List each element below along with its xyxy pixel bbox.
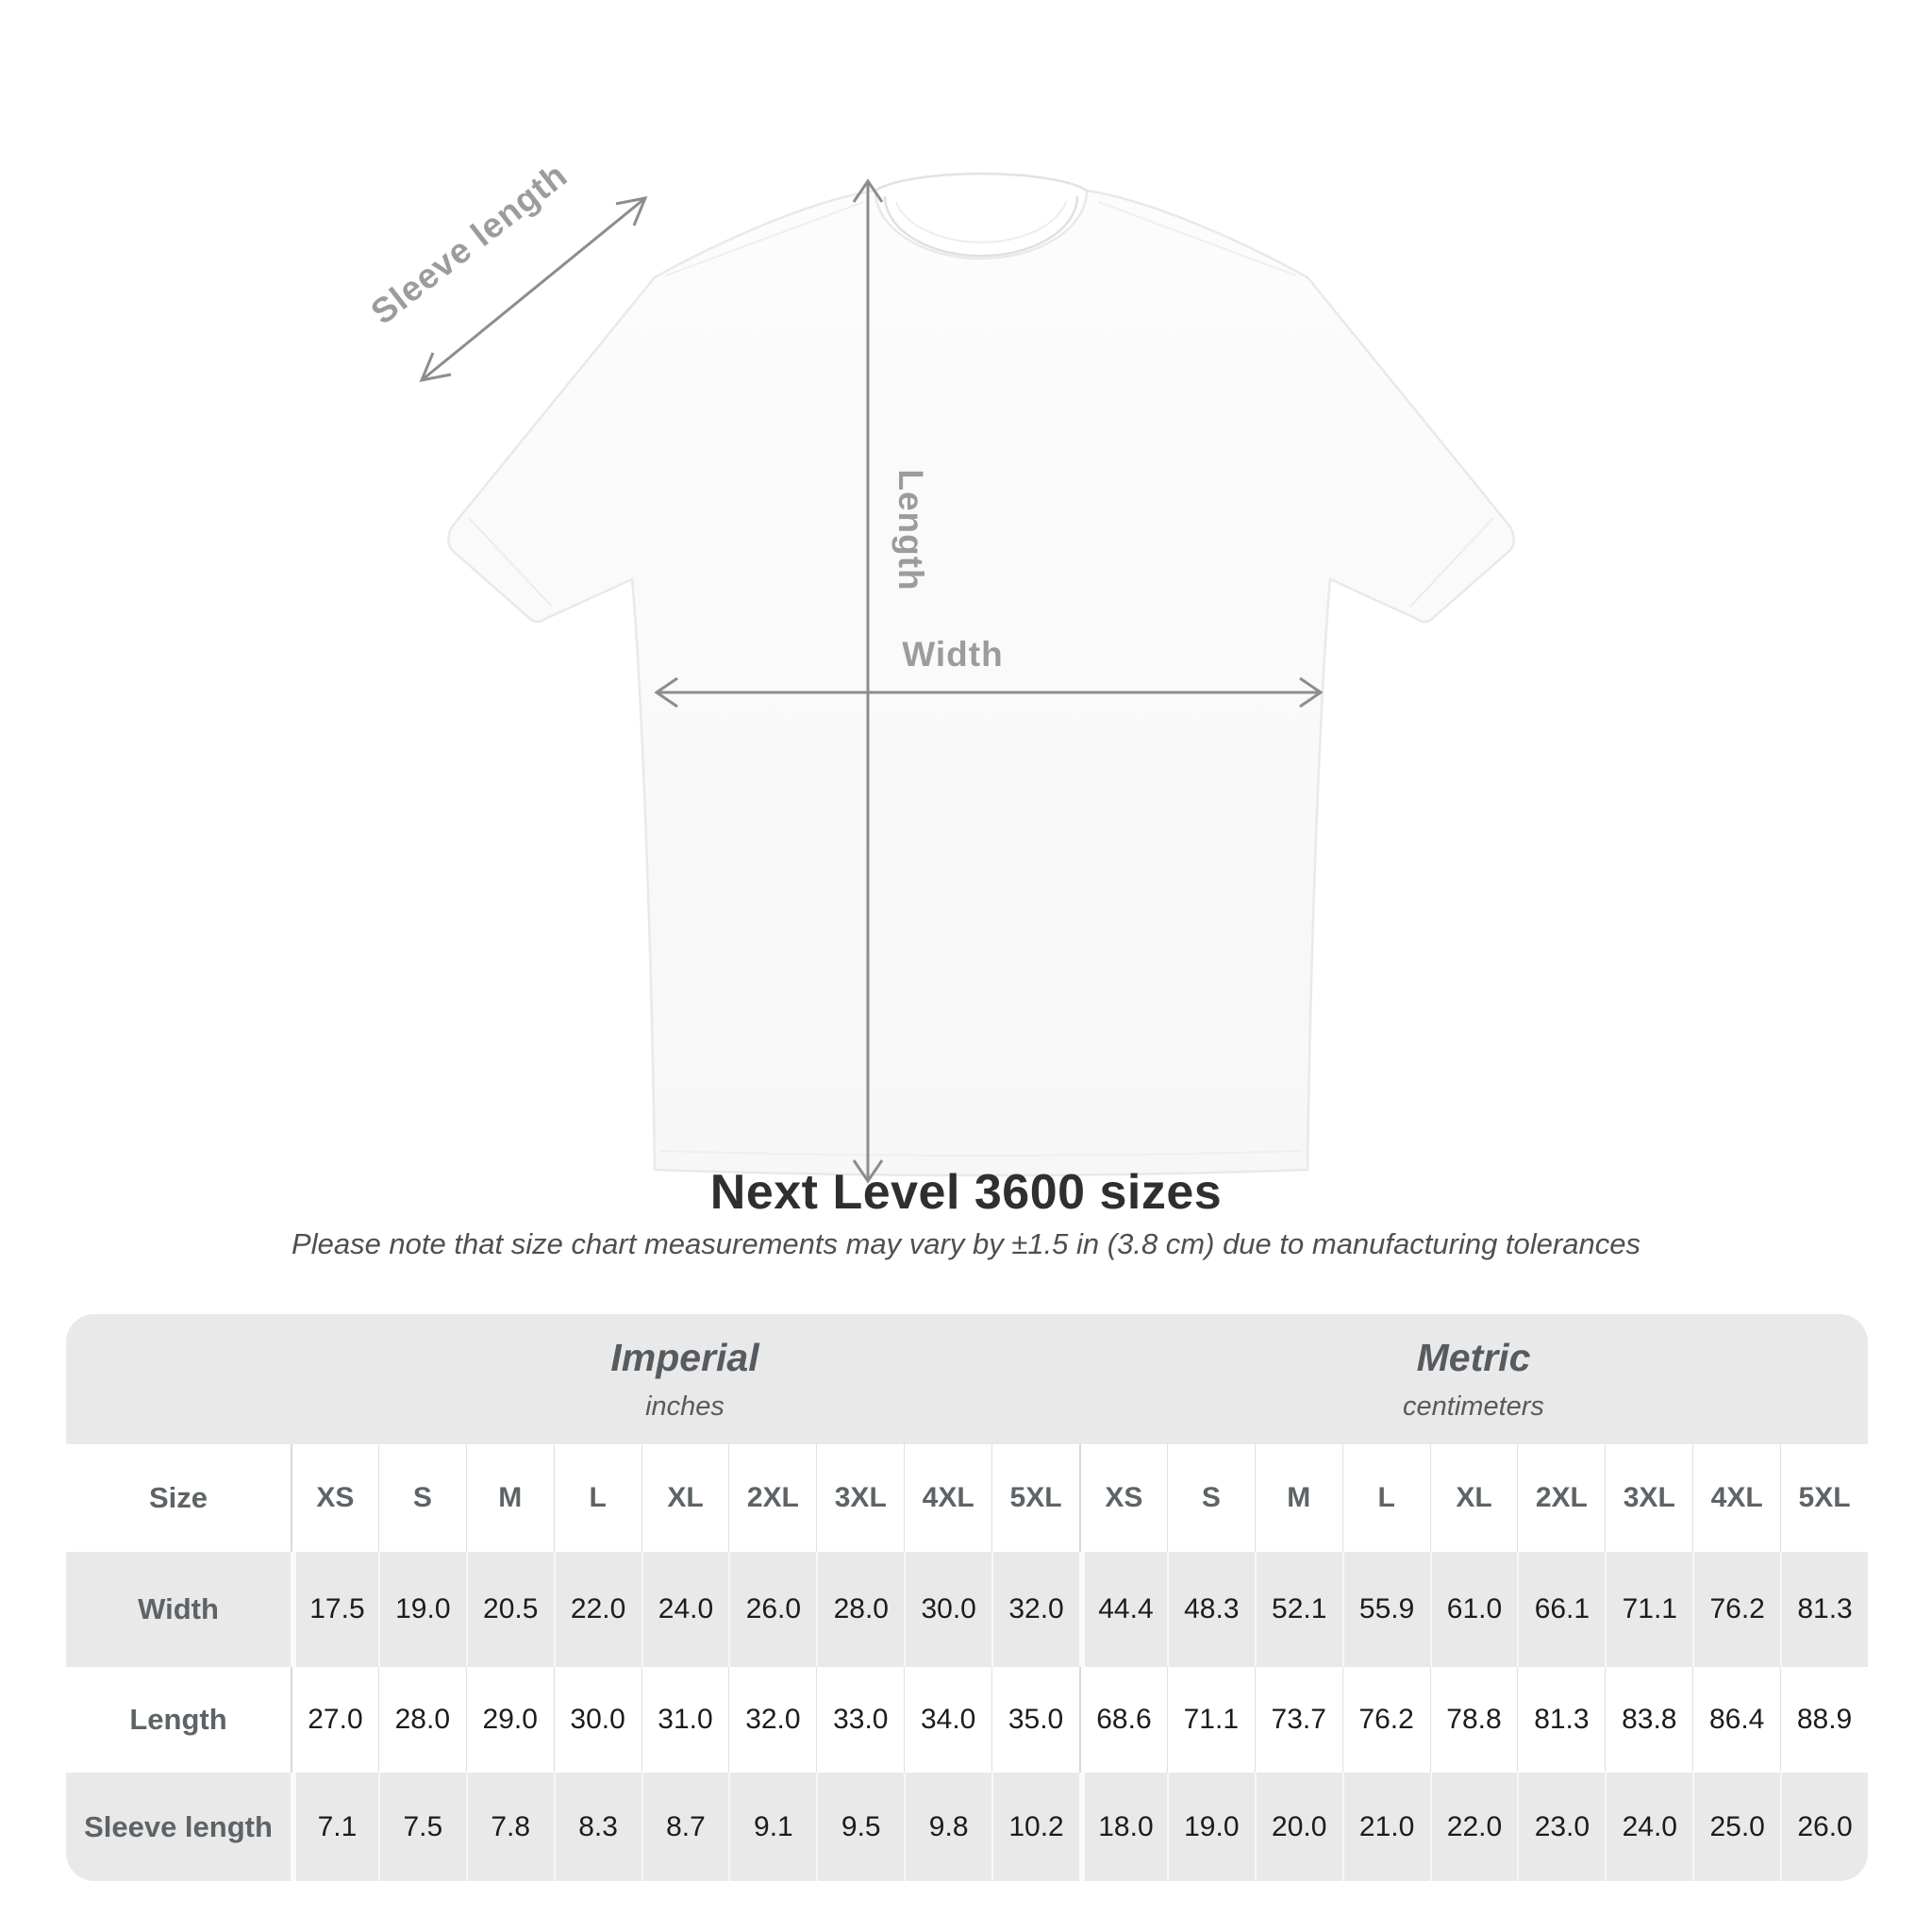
size-header-row [66,1444,1868,1552]
value-cell: 30.0 [904,1552,991,1667]
value-cell: 81.3 [1780,1552,1868,1667]
value-cell: 10.2 [991,1773,1079,1881]
value-cell: 61.0 [1430,1552,1518,1667]
size-col-header: 4XL [904,1444,991,1552]
value-cell: 20.5 [466,1552,554,1667]
value-cell: 55.9 [1342,1552,1430,1667]
page-subtitle: Please note that size chart measurements may vary by ±1.5 in (3.8 cm) due to manufacturing tolerances [291,1227,1641,1260]
value-cell: 83.8 [1605,1667,1692,1773]
value-cell: 20.0 [1255,1773,1342,1881]
page-title: Next Level 3600 sizes [709,1165,1223,1220]
value-cell: 71.1 [1167,1667,1255,1773]
value-cell: 23.0 [1517,1773,1605,1881]
value-cell: 86.4 [1692,1667,1780,1773]
value-cell: 24.0 [1605,1773,1692,1881]
unit-header-row [66,1314,1868,1444]
value-cell: 28.0 [378,1667,466,1773]
value-cell: 81.3 [1517,1667,1605,1773]
size-col-header: 3XL [1605,1444,1692,1552]
value-cell: 28.0 [816,1552,904,1667]
value-cell: 48.3 [1167,1552,1255,1667]
value-cell: 44.4 [1079,1552,1167,1667]
value-cell: 22.0 [554,1552,641,1667]
value-cell: 32.0 [991,1552,1079,1667]
table-row [66,1552,1868,1667]
value-cell: 25.0 [1692,1773,1780,1881]
size-col-header: L [554,1444,641,1552]
imperial-title: Imperial [610,1336,759,1379]
value-cell: 32.0 [728,1667,816,1773]
metric-title: Metric [1416,1336,1531,1379]
size-col-header: 3XL [816,1444,904,1552]
imperial-header [291,1314,1079,1444]
value-cell: 68.6 [1079,1667,1167,1773]
metric-unit: centimeters [1403,1391,1544,1422]
value-cell: 8.3 [554,1773,641,1881]
value-cell: 71.1 [1605,1552,1692,1667]
value-cell: 7.5 [378,1773,466,1881]
size-col-header: XS [1079,1444,1167,1552]
value-cell: 31.0 [641,1667,729,1773]
size-table [66,1314,1868,1881]
row-label: Width [138,1592,219,1625]
value-cell: 26.0 [1780,1773,1868,1881]
value-cell: 35.0 [991,1667,1079,1773]
collar-stitch-line [896,202,1066,242]
length-label: Length [891,469,930,591]
value-cell: 34.0 [904,1667,991,1773]
value-cell: 30.0 [554,1667,641,1773]
value-cell: 9.1 [728,1773,816,1881]
table-body [66,1552,1868,1881]
size-col-header: XL [641,1444,729,1552]
value-cell: 88.9 [1780,1667,1868,1773]
value-cell: 7.8 [466,1773,554,1881]
value-cell: 33.0 [816,1667,904,1773]
value-cell: 52.1 [1255,1552,1342,1667]
size-col-header: S [1167,1444,1255,1552]
value-cell: 19.0 [378,1552,466,1667]
value-cell: 21.0 [1342,1773,1430,1881]
row-label: Length [129,1703,227,1736]
collar-outline [875,174,1087,191]
imperial-unit: inches [645,1391,724,1422]
value-cell: 76.2 [1692,1552,1780,1667]
value-cell: 18.0 [1079,1773,1167,1881]
size-col-header: 2XL [728,1444,816,1552]
value-cell: 26.0 [728,1552,816,1667]
size-col-header: M [1255,1444,1342,1552]
size-corner-label: Size [148,1481,208,1514]
row-label: Sleeve length [84,1809,273,1843]
value-cell: 29.0 [466,1667,554,1773]
value-cell: 8.7 [641,1773,729,1881]
value-cell: 73.7 [1255,1667,1342,1773]
size-col-header: XL [1430,1444,1518,1552]
value-cell: 24.0 [641,1552,729,1667]
value-cell: 9.8 [904,1773,991,1881]
value-cell: 22.0 [1430,1773,1518,1881]
value-cell: 27.0 [291,1667,378,1773]
value-cell: 9.5 [816,1773,904,1881]
size-col-header: XS [291,1444,378,1552]
table-row [66,1773,1868,1881]
sleeve-length-label: Sleeve length [363,155,575,332]
size-col-header: 5XL [991,1444,1079,1552]
unit-band-spacer [66,1314,291,1444]
size-col-header: 2XL [1517,1444,1605,1552]
width-label: Width [902,635,1004,674]
table-row [66,1667,1868,1773]
size-col-header: M [466,1444,554,1552]
value-cell: 7.1 [291,1773,378,1881]
value-cell: 76.2 [1342,1667,1430,1773]
size-col-header: 4XL [1692,1444,1780,1552]
metric-header [1079,1314,1868,1444]
value-cell: 66.1 [1517,1552,1605,1667]
value-cell: 78.8 [1430,1667,1518,1773]
value-cell: 17.5 [291,1552,378,1667]
size-col-header: 5XL [1780,1444,1868,1552]
tshirt-graphic [448,174,1514,1175]
value-cell: 19.0 [1167,1773,1255,1881]
size-col-header: L [1342,1444,1430,1552]
size-col-header: S [378,1444,466,1552]
